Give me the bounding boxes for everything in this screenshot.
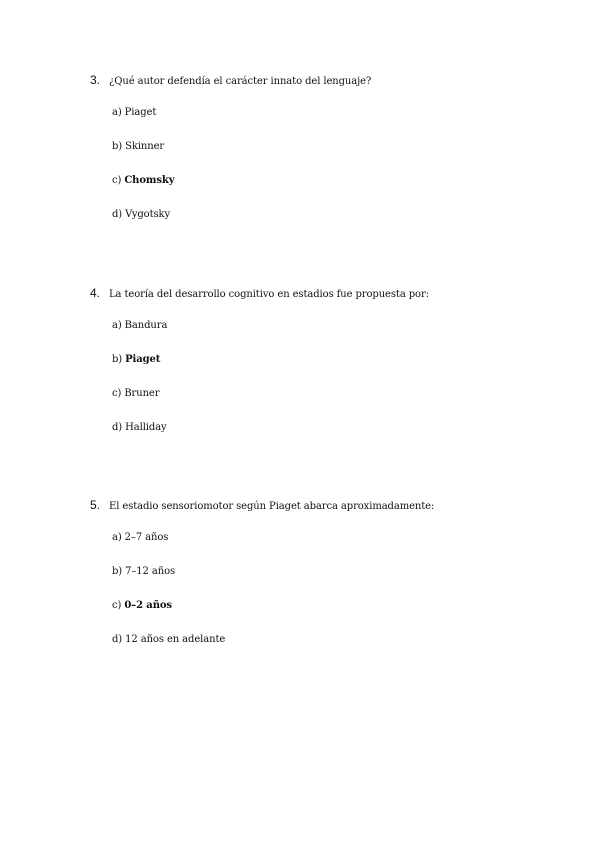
question-header (90, 286, 570, 302)
option-b (112, 566, 175, 577)
option-text: 12 años en adelante (125, 634, 226, 645)
option-letter: d) (112, 422, 123, 433)
question-header (90, 498, 570, 514)
option-c-correct (112, 600, 172, 611)
question-number: 3. (90, 73, 101, 87)
question-text: ¿Qué autor defendía el carácter innato del lenguaje? (109, 76, 372, 87)
option-a (112, 532, 168, 543)
option-a (112, 107, 156, 118)
option-letter: d) (112, 209, 123, 220)
option-letter: a) (112, 107, 122, 118)
question-header (90, 73, 570, 89)
option-letter: a) (112, 320, 122, 331)
option-letter: c) (112, 600, 122, 611)
option-text: Bandura (124, 320, 168, 331)
option-d (112, 634, 225, 645)
option-letter: d) (112, 634, 123, 645)
option-b-correct (112, 354, 160, 365)
option-letter: b) (112, 141, 123, 152)
option-a (112, 320, 167, 331)
question-number: 4. (90, 286, 101, 300)
option-text: 7–12 años (125, 566, 176, 577)
option-b (112, 141, 164, 152)
option-text: Skinner (125, 141, 165, 152)
option-text: Halliday (125, 422, 167, 433)
option-text: Chomsky (124, 175, 175, 186)
option-text: Piaget (124, 107, 157, 118)
option-d (112, 422, 167, 433)
question-4 (90, 286, 570, 433)
option-text: 0–2 años (124, 600, 172, 611)
option-c (112, 388, 159, 399)
option-letter: a) (112, 532, 122, 543)
option-letter: b) (112, 354, 123, 365)
option-letter: b) (112, 566, 123, 577)
question-text: La teoría del desarrollo cognitivo en estadios fue propuesta por: (109, 289, 429, 300)
option-letter: c) (112, 175, 122, 186)
option-letter: c) (112, 388, 122, 399)
option-text: Piaget (125, 354, 161, 365)
question-5 (90, 498, 570, 645)
option-d (112, 209, 170, 220)
option-text: 2–7 años (124, 532, 169, 543)
option-text: Vygotsky (125, 209, 171, 220)
option-text: Bruner (124, 388, 160, 399)
question-text: El estadio sensoriomotor según Piaget abarca aproximadamente: (109, 501, 435, 512)
option-c-correct (112, 175, 174, 186)
question-3 (90, 73, 570, 220)
question-number: 5. (90, 498, 101, 512)
